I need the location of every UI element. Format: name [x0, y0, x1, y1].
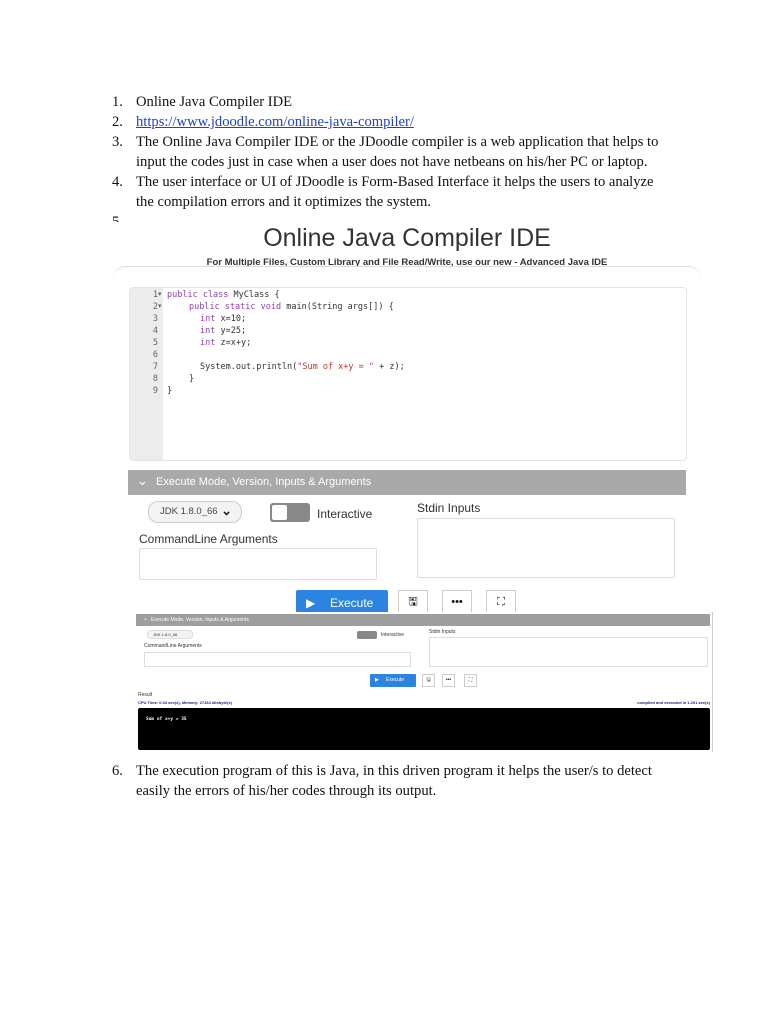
list-item-text: The user interface or UI of JDoodle is Form-Based Interface it helps the users to analyze [136, 174, 654, 190]
stdin-label: Stdin Inputs [417, 501, 481, 515]
chevron-down-icon: ⌄ [137, 473, 148, 488]
save-file-button[interactable] [422, 674, 435, 687]
code-keyword: int [200, 314, 216, 324]
code-string: "Sum of x+y = " [297, 362, 374, 372]
code-editor[interactable] [129, 287, 687, 461]
program-output: Sum of x+y = 35 [146, 717, 187, 722]
line-number: 4 [152, 326, 158, 336]
execute-options-header[interactable] [136, 614, 710, 626]
list-item-text: easily the errors of his/her codes through its output. [136, 783, 437, 799]
line-number: 6 [152, 350, 158, 360]
more-options-button[interactable] [442, 590, 472, 612]
cmdline-args-input[interactable] [144, 652, 411, 667]
ide-title: Online Java Compiler IDE [263, 224, 551, 252]
code-line [167, 290, 280, 300]
chevron-down-icon: ⌄ [143, 616, 149, 622]
stdin-input[interactable] [429, 637, 708, 667]
fullscreen-button[interactable] [464, 674, 477, 687]
play-icon: ▶ [306, 596, 316, 610]
jdk-version-value: JDK 1.8.0_66 [153, 632, 178, 637]
code-line [200, 338, 251, 348]
code-text: System.out.println( [200, 362, 298, 372]
result-screenshot [136, 612, 713, 752]
list-number: 2. [112, 114, 123, 130]
code-text: + z); [374, 362, 405, 372]
line-number: 3 [152, 314, 158, 324]
fullscreen-icon: ⛶ [497, 596, 505, 608]
execute-label: Execute [386, 677, 405, 683]
code-text: main(String args[]) { [281, 302, 394, 312]
code-line [200, 314, 246, 324]
code-text: z=x+y; [215, 338, 252, 348]
line-number: 9 [152, 386, 158, 396]
compile-status: compiled and executed in 1.201 sec(s) [637, 700, 710, 705]
execute-options-label: Execute Mode, Version, Inputs & Arguments [151, 617, 249, 623]
code-line [200, 362, 405, 372]
cmdline-label: CommandLine Arguments [139, 532, 278, 546]
interactive-label: Interactive [381, 632, 405, 638]
interactive-toggle[interactable] [270, 503, 310, 522]
code-text: y=25; [215, 326, 247, 336]
line-number: 1 [152, 290, 158, 300]
save-file-button[interactable] [398, 590, 428, 612]
ide-subtitle-text: For Multiple Files, Custom Library and File Read/Write, use our new - [206, 257, 520, 268]
toggle-knob [272, 505, 287, 520]
jdk-version-value: JDK 1.8.0_66 [160, 506, 218, 517]
jdk-version-select[interactable] [148, 501, 242, 523]
list-number: 1. [112, 94, 123, 110]
list-item-text: the compilation errors and it optimizes the system. [136, 194, 432, 210]
save-icon: 🖫 [426, 677, 431, 683]
play-icon: ▶ [375, 677, 379, 683]
line-number: 8 [152, 374, 158, 384]
line-gutter [130, 288, 163, 460]
execute-options-label: Execute Mode, Version, Inputs & Arguments [156, 476, 372, 488]
stdin-label: Stdin Inputs [429, 629, 456, 635]
code-keyword: int [200, 326, 216, 336]
list-number: 4. [112, 174, 123, 190]
advanced-ide-link[interactable]: Advanced Java IDE [519, 257, 608, 268]
cmdline-label: CommandLine Arguments [144, 643, 202, 649]
code-text: x=10; [215, 314, 247, 324]
interactive-toggle[interactable] [357, 631, 377, 639]
stdin-input[interactable] [417, 518, 675, 578]
more-icon: ••• [451, 596, 463, 608]
list-item [112, 172, 712, 212]
fullscreen-icon: ⛶ [468, 677, 473, 683]
jdk-version-select[interactable] [147, 630, 193, 639]
line-number: 7 [152, 362, 158, 372]
list-item [112, 761, 736, 801]
execute-button[interactable] [370, 674, 416, 687]
jdoodle-link[interactable]: https://www.jdoodle.com/online-java-compiler/ [136, 114, 414, 130]
execute-label: Execute [330, 596, 374, 610]
list-item [112, 112, 712, 132]
document-list [112, 92, 712, 232]
code-line: } [167, 386, 173, 396]
code-text: MyClass { [228, 290, 280, 300]
execution-stats: CPU Time: 0.04 sec(s), Memory: 27164 kilobyte(s) [138, 700, 232, 705]
code-keyword: public class [167, 290, 229, 300]
cmdline-args-input[interactable] [139, 548, 377, 580]
more-options-button[interactable] [442, 674, 455, 687]
list-item-text: Online Java Compiler IDE [136, 94, 293, 110]
more-icon: ••• [445, 677, 452, 683]
code-keyword: int [200, 338, 216, 348]
execute-button[interactable] [296, 590, 388, 612]
line-number: 2 [152, 302, 158, 312]
list-item-text: The Online Java Compiler IDE or the JDoodle compiler is a web application that helps to [136, 134, 659, 150]
output-terminal [138, 708, 710, 750]
save-icon: 🖫 [408, 596, 418, 608]
code-line [200, 326, 246, 336]
code-line [189, 302, 394, 312]
panel-divider [112, 266, 702, 287]
line-number: 5 [152, 338, 158, 348]
fold-icon[interactable]: ▾ [158, 291, 162, 298]
ide-screenshot [112, 222, 702, 612]
list-item-text: The execution program of this is Java, in this driven program it helps the user/s to detect [136, 763, 652, 779]
execute-options-header[interactable] [128, 470, 686, 495]
fullscreen-button[interactable] [486, 590, 516, 612]
chevron-down-icon: ⌄ [221, 503, 232, 518]
fold-icon[interactable]: ▾ [158, 303, 162, 310]
interactive-label: Interactive [317, 507, 373, 521]
list-item [112, 92, 712, 112]
result-label: Result [138, 692, 153, 698]
list-item-text: input the codes just in case when a user does not have netbeans on his/her PC or laptop. [136, 154, 648, 170]
code-keyword: public static void [189, 302, 282, 312]
list-item [112, 132, 712, 172]
code-line: } [189, 374, 195, 384]
list-number: 6. [112, 763, 123, 779]
list-number: 3. [112, 134, 123, 150]
